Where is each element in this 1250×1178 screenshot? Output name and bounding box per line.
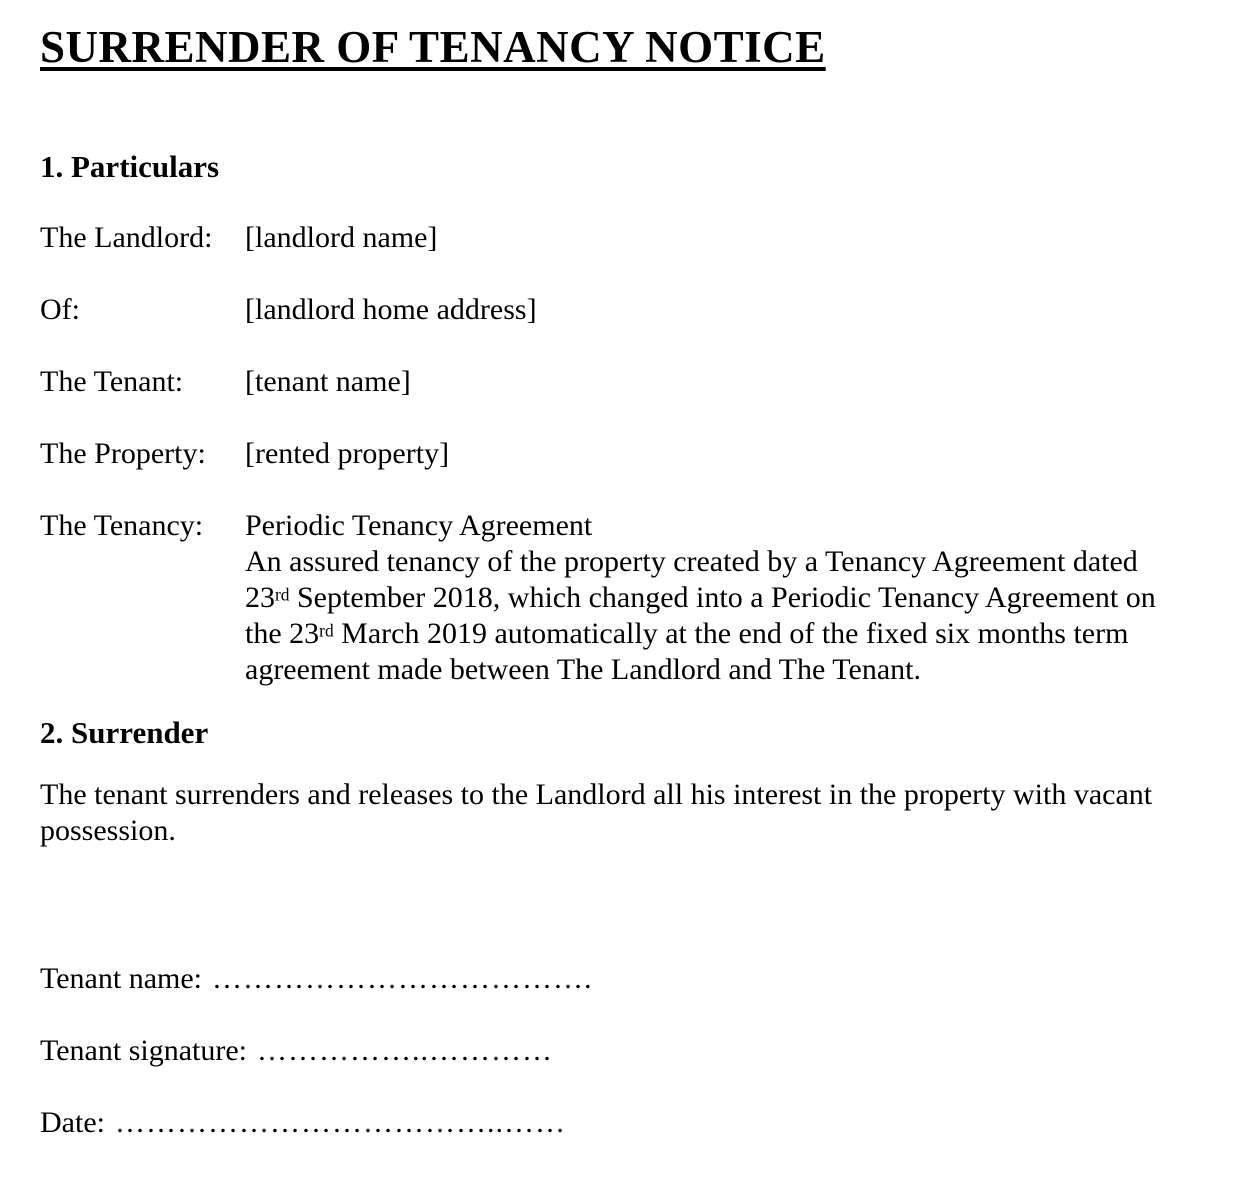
tenant-name-signature-line [40,961,1200,997]
document-title: SURRENDER OF TENANCY NOTICE [40,22,826,72]
surrender-paragraph-line-1: The tenant surrenders and releases to the Landlord all his interest in the property with vacant [40,778,1153,811]
tenancy-paragraph-line-4: agreement made between The Landlord and The Tenant. [245,653,921,686]
landlord-value: [landlord name] [245,221,438,254]
tenancy-line2-ordinal: rd [275,584,290,605]
tenancy-value [245,508,1200,688]
landlord-label: The Landlord: [40,221,213,254]
section-heading-surrender: 2. Surrender [40,715,209,750]
tenant-signature-line [40,1033,1200,1069]
tenant-value: [tenant name] [245,365,411,398]
surrender-paragraph-line-2: possession. [40,814,176,847]
landlord-address-label: Of: [40,293,80,326]
particular-row-property [40,436,1200,472]
tenant-signature-fill-line: ……………..………… [257,1034,553,1067]
tenancy-line3-rest: March 2019 automatically at the end of the fixed six months term [333,617,1129,650]
tenancy-line2-rest: September 2018, which changed into a Periodic Tenancy Agreement on [289,581,1156,614]
section-heading-particulars: 1. Particulars [40,149,220,184]
tenancy-agreement-type: Periodic Tenancy Agreement [245,509,593,542]
date-fill-line: ………………………………..…… [114,1106,566,1139]
property-label: The Property: [40,437,206,470]
tenant-signature-label: Tenant signature: [40,1034,247,1067]
tenancy-line3-date: the 23 [245,617,320,650]
date-signature-line [40,1105,1200,1141]
tenancy-line2-date: 23 [245,581,275,614]
tenancy-paragraph-line-2 [245,580,1200,616]
property-value: [rented property] [245,437,450,470]
signature-block [40,961,1200,1141]
surrender-paragraph [40,777,1200,849]
tenancy-paragraph-line-3 [245,616,1200,652]
date-label: Date: [40,1106,105,1139]
tenancy-line3-ordinal: rd [319,620,334,641]
tenancy-label: The Tenancy: [40,509,204,542]
particular-row-landlord [40,220,1200,256]
landlord-address-value: [landlord home address] [245,293,537,326]
particular-row-landlord-address [40,292,1200,328]
particular-row-tenancy [40,508,1200,688]
tenant-name-fill-line: ………………………………. [212,962,593,995]
tenant-label: The Tenant: [40,365,184,398]
tenant-name-label: Tenant name: [40,962,202,995]
tenancy-paragraph-line-1: An assured tenancy of the property created by a Tenancy Agreement dated [245,545,1138,578]
particular-row-tenant [40,364,1200,400]
